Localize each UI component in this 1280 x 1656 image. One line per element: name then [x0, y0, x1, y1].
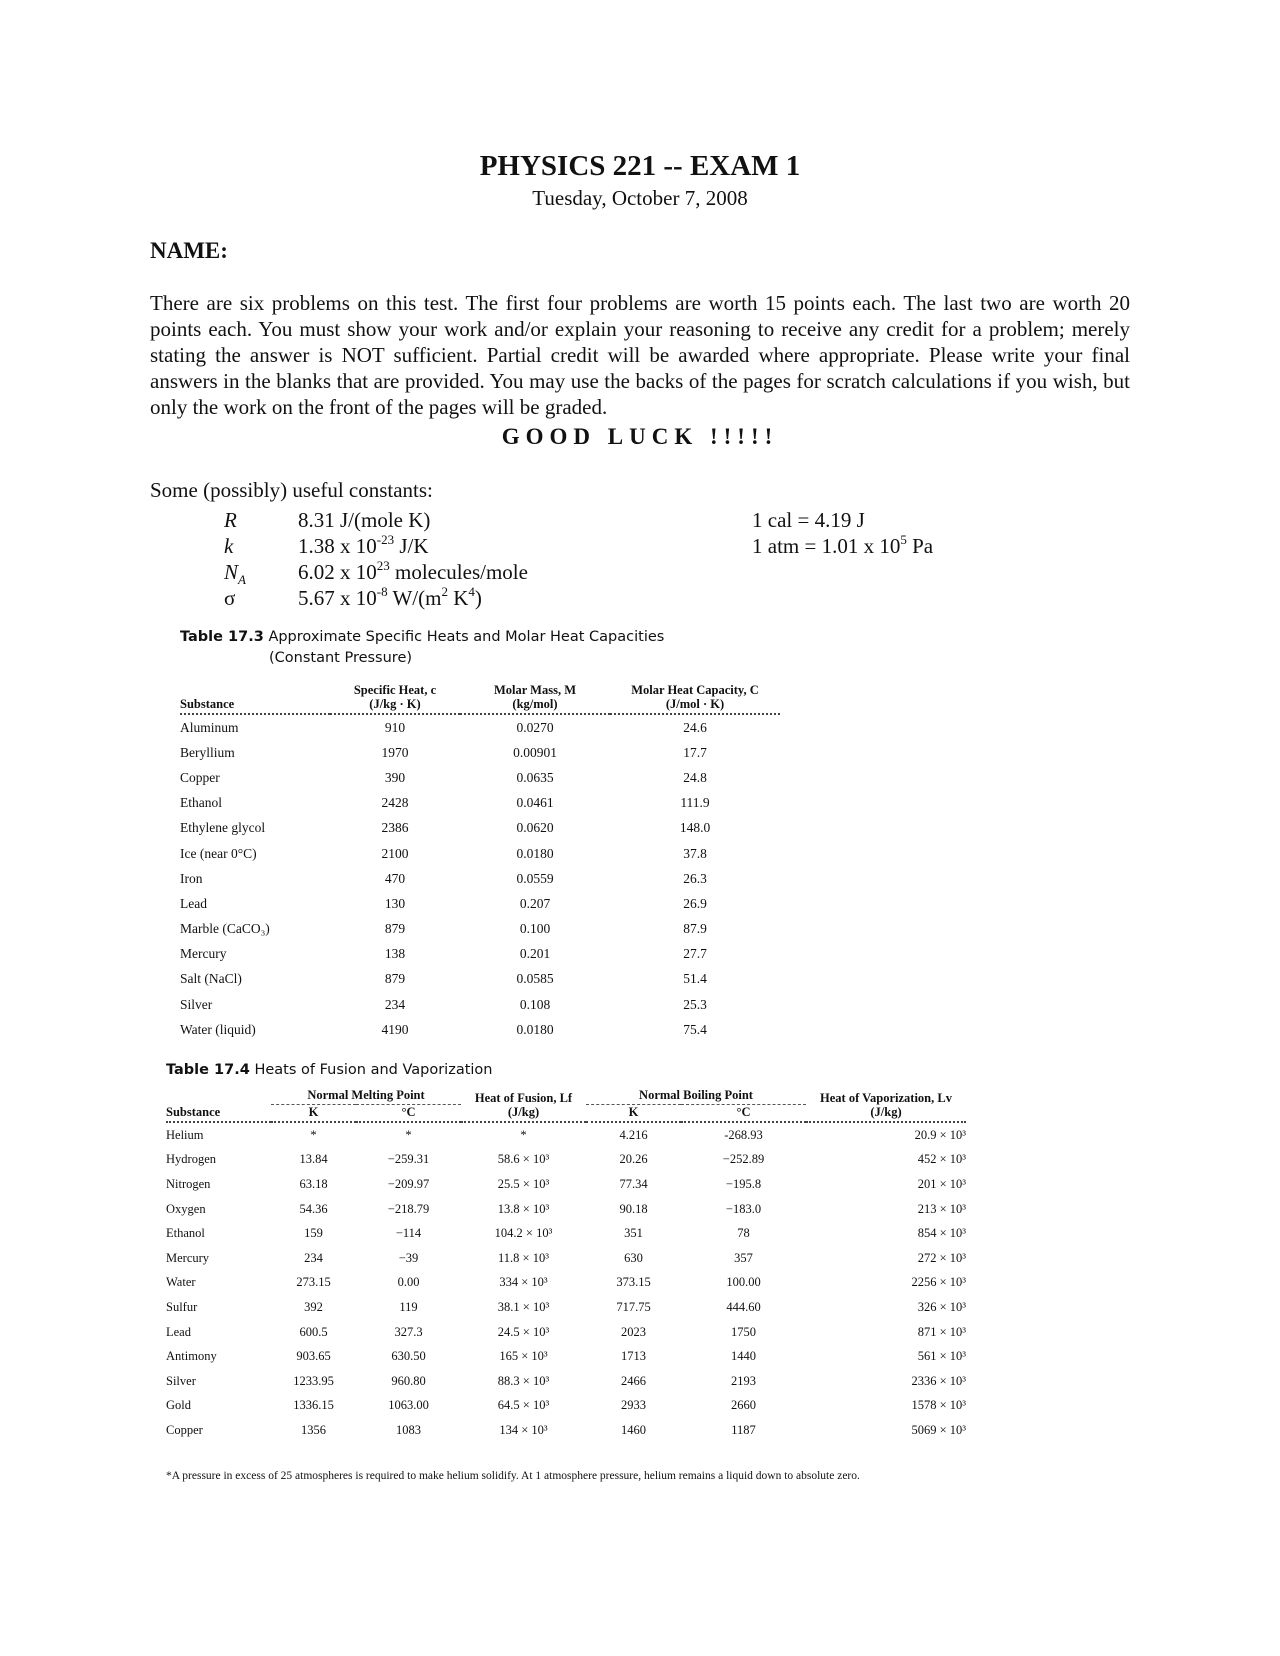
value-cell: 148.0 [679, 820, 711, 836]
value-cell: 90.18 [619, 1201, 648, 1216]
value-cell: 1063.00 [388, 1398, 429, 1413]
value-cell: 334 × 10³ [499, 1275, 548, 1290]
substance-cell: Mercury [166, 1250, 210, 1265]
col-melt-c: °C [401, 1105, 416, 1119]
col-vaporization: Heat of Vaporization, Lv (J/kg) [820, 1091, 952, 1119]
value-cell: 2023 [621, 1324, 646, 1339]
value-cell: 134 × 10³ [499, 1422, 548, 1437]
value-cell: -268.93 [724, 1127, 763, 1142]
substance-cell: Beryllium [180, 744, 235, 760]
value-cell: 0.108 [519, 996, 551, 1012]
table-row [180, 841, 780, 866]
substance-cell: Antimony [166, 1349, 217, 1364]
value-cell: 2660 [731, 1398, 756, 1413]
value-cell: 871 × 10³ [917, 1324, 966, 1339]
table-row [180, 992, 780, 1017]
constant-row-na [0, 560, 1280, 586]
value-cell: 20.9 × 10³ [914, 1127, 966, 1142]
value-cell: 24.5 × 10³ [497, 1324, 550, 1339]
substance-cell: Marble (CaCO₃) [180, 921, 270, 937]
caption-line-2: (Constant Pressure) [269, 650, 413, 666]
table-row [166, 1418, 966, 1443]
table-row [180, 942, 780, 967]
value-cell: 1356 [301, 1422, 326, 1437]
value-cell: 77.34 [619, 1176, 648, 1191]
value-cell: 2933 [621, 1398, 646, 1413]
table-row [166, 1394, 966, 1419]
constant-cal: 1 cal = 4.19 J [752, 508, 865, 532]
value-cell: 630.50 [391, 1349, 426, 1364]
table-row [180, 917, 780, 942]
constant-value: 1.38 x $10^{-23}$ J/K [298, 532, 429, 558]
substance-cell: Sulfur [166, 1299, 198, 1314]
constant-row-r [0, 508, 1280, 534]
constant-symbol: $N_A$ [224, 560, 246, 587]
instructions [150, 290, 1130, 420]
value-cell: 0.100 [519, 921, 551, 937]
substance-cell: Nitrogen [166, 1176, 211, 1191]
value-cell: 717.75 [616, 1299, 651, 1314]
constant-row-sigma [0, 586, 1280, 612]
value-cell: 104.2 × 10³ [494, 1226, 553, 1241]
exam-date: Tuesday, October 7, 2008 [532, 186, 748, 210]
value-cell: 1233.95 [293, 1373, 334, 1388]
substance-cell: Ethanol [166, 1226, 205, 1241]
value-cell: 0.0180 [516, 845, 554, 861]
table-row [166, 1221, 966, 1246]
table-row [166, 1320, 966, 1345]
value-cell: 2256 × 10³ [911, 1275, 966, 1290]
value-cell: 630 [624, 1250, 643, 1265]
value-cell: 373.15 [616, 1275, 651, 1290]
constants-heading: Some (possibly) useful constants: [150, 478, 433, 502]
col-boil-k: K [628, 1105, 639, 1119]
value-cell: −252.89 [722, 1152, 765, 1167]
value-cell: 165 × 10³ [499, 1349, 548, 1364]
col-molar-heat: Molar Heat Capacity, C (J/mol · K) [631, 683, 759, 711]
value-cell: 51.4 [683, 971, 707, 987]
value-cell: 0.207 [519, 895, 551, 911]
substance-cell: Mercury [180, 946, 227, 962]
value-cell: −218.79 [387, 1201, 430, 1216]
value-cell: 87.9 [683, 921, 707, 937]
substance-cell: Silver [166, 1373, 196, 1388]
value-cell: 879 [384, 921, 406, 937]
table-row [180, 740, 780, 765]
value-cell: 903.65 [296, 1349, 331, 1364]
substance-cell: Oxygen [166, 1201, 206, 1216]
table-17-3 [180, 627, 780, 1037]
specific-heat-table [180, 683, 780, 1042]
value-cell: 11.8 × 10³ [498, 1250, 549, 1265]
table-header-group-row [166, 1088, 966, 1105]
col-group-melting: Normal Melting Point [271, 1088, 461, 1105]
col-substance: Substance [180, 697, 235, 711]
col-fusion: Heat of Fusion, Lf (J/kg) [474, 1091, 573, 1119]
table-row [166, 1271, 966, 1296]
value-cell: 0.00901 [513, 744, 557, 760]
value-cell: 0.0635 [516, 769, 554, 785]
table-row [166, 1172, 966, 1197]
substance-cell: Aluminum [180, 719, 239, 735]
value-cell: 1578 × 10³ [911, 1398, 966, 1413]
value-cell: 111.9 [680, 795, 710, 811]
value-cell: 1460 [621, 1422, 646, 1437]
substance-cell: Copper [166, 1422, 203, 1437]
value-cell: 0.0180 [516, 1021, 554, 1037]
value-cell: 0.0585 [516, 971, 554, 987]
constant-atm: 1 atm = 1.01 x $10^5$ Pa [752, 532, 934, 558]
value-cell: 357 [734, 1250, 753, 1265]
value-cell: 0.00 [397, 1275, 420, 1290]
constant-row-k [0, 534, 1280, 560]
value-cell: 1750 [731, 1324, 756, 1339]
value-cell: 25.3 [683, 996, 707, 1012]
table-row [166, 1246, 966, 1271]
value-cell: 159 [304, 1226, 323, 1241]
value-cell: 910 [384, 719, 406, 735]
value-cell: 201 × 10³ [917, 1176, 966, 1191]
value-cell: 1713 [621, 1349, 646, 1364]
value-cell: 78 [737, 1226, 750, 1241]
value-cell: 54.36 [299, 1201, 328, 1216]
table-row [180, 714, 780, 740]
value-cell: 2193 [731, 1373, 756, 1388]
value-cell: 100.00 [726, 1275, 761, 1290]
value-cell: 392 [304, 1299, 323, 1314]
constant-value: 5.67 x $10^{-8}$ $W/(m^2$ $K^4$) [298, 584, 482, 610]
value-cell: 2100 [381, 845, 409, 861]
table-footnote: *A pressure in excess of 25 atmospheres is required to make helium solidify. At 1 atmosphere pressure, helium remains a liquid down to absolute zero. [166, 1470, 860, 1482]
value-cell: 5069 × 10³ [911, 1422, 966, 1437]
col-substance: Substance [166, 1105, 221, 1119]
value-cell: 273.15 [296, 1275, 331, 1290]
substance-cell: Ice (near 0°C) [180, 845, 257, 861]
value-cell: 0.0620 [516, 820, 554, 836]
table-17-4 [166, 1060, 966, 1437]
value-cell: 26.3 [683, 870, 707, 886]
value-cell: −114 [395, 1226, 422, 1241]
value-cell: 234 [384, 996, 406, 1012]
value-cell: * [310, 1127, 317, 1142]
value-cell: 854 × 10³ [917, 1226, 966, 1241]
col-group-boiling: Normal Boiling Point [586, 1088, 806, 1105]
table-header-row [180, 683, 780, 714]
value-cell: 20.26 [619, 1152, 648, 1167]
value-cell: 25.5 × 10³ [497, 1176, 550, 1191]
value-cell: 13.8 × 10³ [497, 1201, 550, 1216]
value-cell: 1083 [396, 1422, 421, 1437]
substance-cell: Hydrogen [166, 1152, 216, 1167]
value-cell: 600.5 [299, 1324, 328, 1339]
constant-symbol: k [224, 534, 234, 558]
value-cell: 24.6 [683, 719, 707, 735]
col-melt-k: K [308, 1105, 319, 1119]
exam-title: PHYSICS 221 -- EXAM 1 [479, 150, 801, 182]
value-cell: 0.0270 [516, 719, 554, 735]
value-cell: 327.3 [394, 1324, 423, 1339]
value-cell: −259.31 [387, 1152, 430, 1167]
value-cell: 444.60 [726, 1299, 761, 1314]
substance-cell: Salt (NaCl) [180, 971, 242, 987]
table-row [166, 1369, 966, 1394]
value-cell: 879 [384, 971, 406, 987]
value-cell: 960.80 [391, 1373, 426, 1388]
value-cell: 1440 [731, 1349, 756, 1364]
substance-cell: Iron [180, 870, 203, 886]
constant-value: 8.31 J/(mole K) [298, 508, 431, 532]
table-row [166, 1295, 966, 1320]
value-cell: 130 [384, 895, 406, 911]
value-cell: 0.0461 [516, 795, 554, 811]
value-cell: 1970 [381, 744, 409, 760]
col-boil-c: °C [736, 1105, 751, 1119]
value-cell: −39 [398, 1250, 419, 1265]
value-cell: 13.84 [299, 1152, 328, 1167]
value-cell: 470 [384, 870, 406, 886]
substance-cell: Copper [180, 769, 220, 785]
table-row [180, 967, 780, 992]
value-cell: 88.3 × 10³ [497, 1373, 550, 1388]
substance-cell: Ethylene glycol [180, 820, 266, 836]
value-cell: 452 × 10³ [917, 1152, 966, 1167]
table-row [180, 891, 780, 916]
value-cell: * [520, 1127, 527, 1142]
col-specific-heat: Specific Heat, c (J/kg · K) [353, 683, 437, 711]
table-row [180, 791, 780, 816]
table-17-4-caption [166, 1060, 966, 1081]
table-17-3-caption [180, 627, 780, 669]
value-cell: 2386 [381, 820, 409, 836]
value-cell: 24.8 [683, 769, 707, 785]
instructions-text: There are six problems on this test. The first four problems are worth 15 points each. The last two are worth 20 points each. You must show your work and/or explain your reasoning to receive any credit for a problem; merely stating the answer is NOT sufficient. Partial credit will be awarded where appropriate. Please write your final answers in the blanks that are provided. You may use the backs of the pages for scratch calculations if you wish, but only the work on the front of the pages will be graded. [150, 291, 1130, 419]
value-cell: −195.8 [725, 1176, 762, 1191]
substance-cell: Lead [166, 1324, 191, 1339]
name-label: NAME: [150, 238, 228, 263]
value-cell: 4.216 [619, 1127, 648, 1142]
value-cell: 38.1 × 10³ [497, 1299, 550, 1314]
value-cell: 58.6 × 10³ [497, 1152, 550, 1167]
value-cell: 213 × 10³ [917, 1201, 966, 1216]
substance-cell: Silver [180, 996, 213, 1012]
caption-line-1: Approximate Specific Heats and Molar Heat Capacities [268, 629, 665, 645]
value-cell: 27.7 [683, 946, 707, 962]
substance-cell: Water [166, 1275, 196, 1290]
constant-symbol: R [224, 508, 237, 532]
value-cell: 63.18 [299, 1176, 328, 1191]
value-cell: −183.0 [725, 1201, 762, 1216]
table-row [180, 765, 780, 790]
value-cell: −209.97 [387, 1176, 430, 1191]
substance-cell: Water (liquid) [180, 1021, 256, 1037]
table-row [166, 1148, 966, 1173]
substance-cell: Ethanol [180, 795, 222, 811]
table-row [180, 816, 780, 841]
value-cell: 4190 [381, 1021, 409, 1037]
value-cell: 0.201 [519, 946, 551, 962]
value-cell: 64.5 × 10³ [497, 1398, 550, 1413]
value-cell: 1336.15 [293, 1398, 334, 1413]
value-cell: 2428 [381, 795, 409, 811]
value-cell: 351 [624, 1226, 643, 1241]
value-cell: 26.9 [683, 895, 707, 911]
constant-symbol: σ [224, 586, 236, 610]
value-cell: 0.0559 [516, 870, 554, 886]
value-cell: 390 [384, 769, 406, 785]
table-label: Table 17.4 [166, 1062, 250, 1078]
caption-text: Heats of Fusion and Vaporization [254, 1062, 493, 1078]
value-cell: 272 × 10³ [917, 1250, 966, 1265]
value-cell: 2336 × 10³ [911, 1373, 966, 1388]
table-row [180, 1017, 780, 1042]
substance-cell: Lead [180, 895, 207, 911]
constant-value: 6.02 x $10^{23}$ molecules/mole [298, 558, 528, 584]
table-row [166, 1344, 966, 1369]
substance-cell: Helium [166, 1127, 204, 1142]
heats-table [166, 1088, 966, 1443]
value-cell: 119 [399, 1299, 418, 1314]
value-cell: 138 [384, 946, 406, 962]
good-luck-banner: GOOD LUCK !!!!! [501, 424, 779, 449]
value-cell: 2466 [621, 1373, 646, 1388]
value-cell: 75.4 [683, 1021, 707, 1037]
table-row [180, 866, 780, 891]
value-cell: 326 × 10³ [917, 1299, 966, 1314]
value-cell: 1187 [731, 1422, 756, 1437]
value-cell: * [405, 1127, 412, 1142]
value-cell: 234 [304, 1250, 323, 1265]
col-molar-mass: Molar Mass, M (kg/mol) [493, 683, 577, 711]
value-cell: 17.7 [683, 744, 707, 760]
table-row [166, 1197, 966, 1222]
table-label: Table 17.3 [180, 629, 264, 645]
value-cell: 37.8 [683, 845, 707, 861]
value-cell: 561 × 10³ [917, 1349, 966, 1364]
substance-cell: Gold [166, 1398, 191, 1413]
table-row [166, 1122, 966, 1148]
